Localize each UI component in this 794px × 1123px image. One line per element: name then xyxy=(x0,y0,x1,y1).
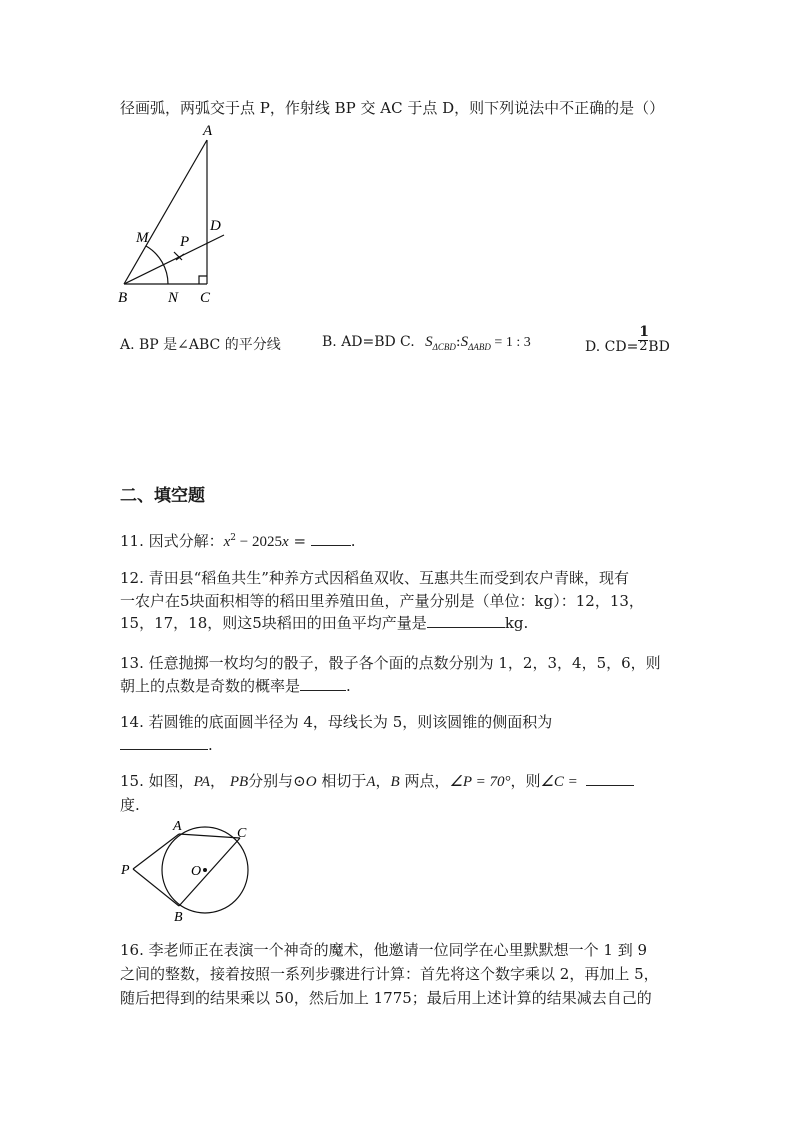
q15-pa: PA xyxy=(193,774,211,790)
option-d-denominator: 2 xyxy=(639,339,648,354)
q14-line2 xyxy=(120,735,213,755)
label-D: D xyxy=(210,218,221,234)
option-d-suffix: BD xyxy=(648,339,670,355)
q15-a: A xyxy=(366,774,376,790)
triangle-figure xyxy=(110,118,235,308)
q14-line1: 14. 若圆锥的底面圆半径为 4，母线长为 5，则该圆锥的侧面积为 xyxy=(120,713,553,731)
q15-o: O xyxy=(305,774,317,790)
label-B: B xyxy=(118,290,128,306)
label-O2: O xyxy=(191,864,202,879)
question-15 xyxy=(120,771,634,792)
label-N: N xyxy=(168,290,179,306)
q15-pb: PB xyxy=(229,774,249,790)
q12-line2: 一农户在5块面积相等的稻田里养殖田鱼，产量分别是（单位：kg）：12，13， xyxy=(120,592,644,610)
q14-line2-suffix: . xyxy=(208,736,213,754)
q11-x: x xyxy=(223,534,231,550)
q15-b: B xyxy=(390,774,400,790)
option-c-colon: : xyxy=(455,334,461,350)
option-c xyxy=(400,334,531,352)
q15-mid3: 两点， xyxy=(399,772,450,790)
q12-line1: 12. 青田县“稻鱼共生”种养方式因稻鱼双收、互惠共生而受到农户青睐，现有 xyxy=(120,569,629,587)
q15-angle-c: ∠C = xyxy=(540,774,582,790)
q15-line2: 度. xyxy=(120,796,140,814)
q13-line1: 13. 任意抛掷一枚均匀的骰子，骰子各个面的点数分别为 1，2，3，4，5，6，则 xyxy=(120,654,661,672)
q16-line3: 随后把得到的结果乘以 50，然后加上 1775；最后用上述计算的结果减去自己的 xyxy=(120,989,652,1007)
q11-prefix: 11. 因式分解： xyxy=(120,532,224,550)
label-A: A xyxy=(203,123,213,139)
label-C2: C xyxy=(237,826,247,841)
option-c-s2: S xyxy=(460,334,469,350)
label-B2: B xyxy=(174,910,183,925)
question-stem-text: 径画弧，两弧交于点 P，作射线 BP 交 AC 于点 D，则下列说法中不正确的是（） xyxy=(120,99,665,117)
option-c-prefix: C. xyxy=(400,334,415,350)
q13-answer-blank[interactable] xyxy=(300,676,346,691)
q12-line3-suffix: kg. xyxy=(504,614,529,632)
q12-line3-prefix: 15，17，18，则这5块稻田的田鱼平均产量是 xyxy=(120,614,427,632)
label-M: M xyxy=(136,230,149,246)
q15-mid1: 分别与⊙ xyxy=(248,772,306,790)
q13-line2-prefix: 朝上的点数是奇数的概率是 xyxy=(120,677,301,695)
q16-line1: 16. 李老师正在表演一个神奇的魔术，他邀请一位同学在心里默默想一个 1 到 9 xyxy=(120,941,648,959)
q11-x2: x xyxy=(282,534,289,550)
option-c-sub2: ΔABD xyxy=(468,341,491,352)
q12-answer-blank[interactable] xyxy=(427,613,505,628)
section-title: 二、填空题 xyxy=(120,486,205,506)
q15-answer-blank[interactable] xyxy=(586,771,634,786)
q16-line2: 之间的整数，接着按照一系列步骤进行计算：首先将这个数字乘以 2，再加上 5， xyxy=(120,965,659,983)
circle-center-dot xyxy=(203,868,207,872)
q15-mid4: ，则 xyxy=(510,772,541,790)
option-b: B. AD=BD xyxy=(322,334,396,350)
option-a: A. BP 是∠ABC 的平分线 xyxy=(120,337,281,353)
q11-sup: 2 xyxy=(230,533,237,543)
label-A2: A xyxy=(173,819,182,834)
q13-line2-suffix: . xyxy=(346,677,351,695)
q11-expr-rest: − 2025 xyxy=(236,534,282,550)
label-P2: P xyxy=(121,863,130,878)
option-c-ratio: = 1 : 3 xyxy=(490,335,531,350)
q14-answer-blank[interactable] xyxy=(120,735,208,750)
label-P: P xyxy=(180,234,190,250)
q11-eq: = xyxy=(288,532,311,550)
circle-tangent-figure xyxy=(115,815,280,925)
q13-line2 xyxy=(120,676,351,696)
question-11 xyxy=(120,528,356,552)
label-C: C xyxy=(200,290,211,306)
q15-comma: ， xyxy=(210,772,230,790)
q15-comma2: ， xyxy=(375,772,391,790)
option-c-s1: S xyxy=(425,334,433,350)
option-c-sub1: ΔCBD xyxy=(432,341,456,352)
q15-angle-p: ∠P = 70° xyxy=(449,774,511,790)
q11-answer-blank[interactable] xyxy=(311,531,351,546)
q12-line3 xyxy=(120,613,528,633)
q11-suffix: . xyxy=(350,532,356,550)
option-d-numerator: 1 xyxy=(639,324,650,340)
option-d-prefix: D. CD= xyxy=(585,339,639,355)
q15-mid2: 相切于 xyxy=(316,772,367,790)
option-d-fraction xyxy=(638,326,648,356)
q15-prefix: 15. 如图， xyxy=(120,772,194,790)
option-d xyxy=(585,326,670,356)
